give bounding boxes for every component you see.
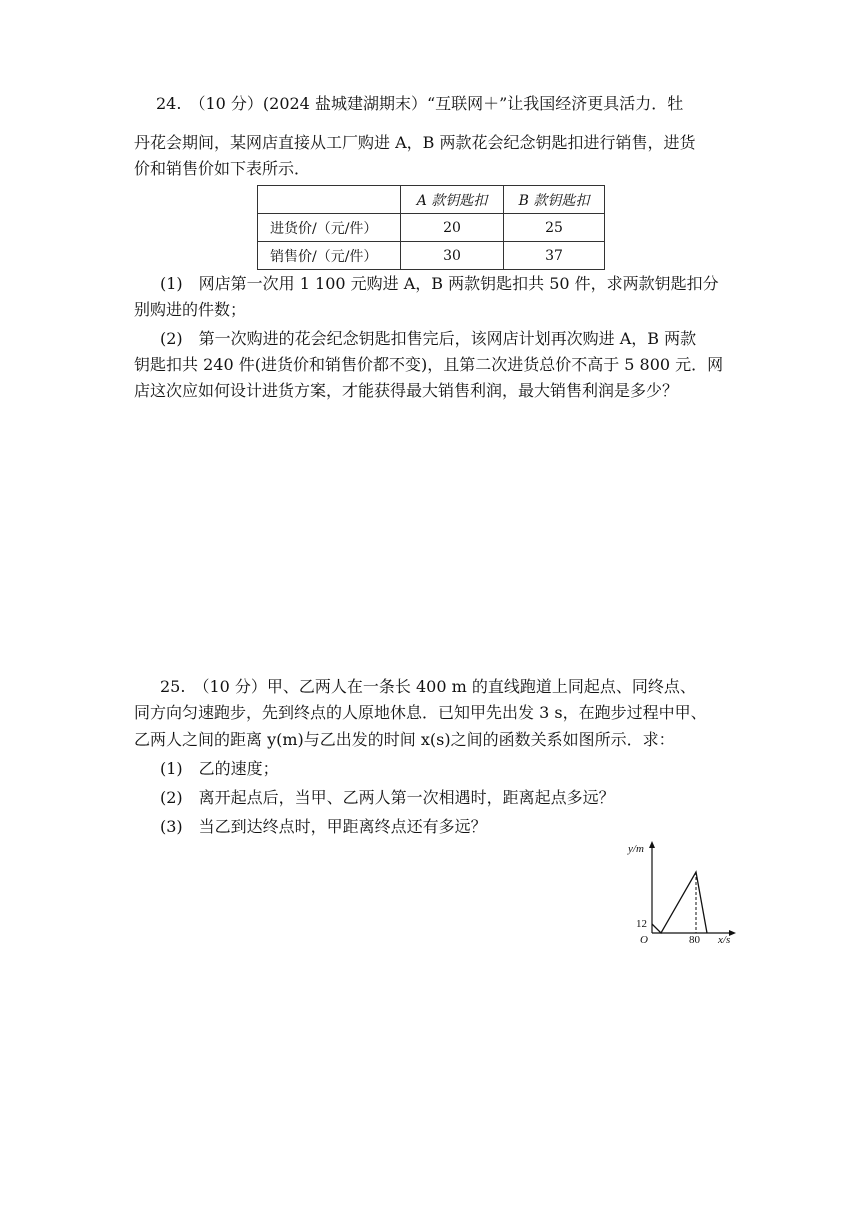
x-axis-label: x/s [718, 934, 731, 946]
q24-part2-line-1: (2) 第一次购进的花会纪念钥匙扣售完后，该网店计划再次购进 A，B 两款 [160, 329, 697, 348]
table-row [258, 242, 605, 270]
q25-part-1: (1) 乙的速度； [160, 759, 279, 778]
table-header-cell: B 款钥匙扣 [504, 186, 605, 214]
q25-part-3: (3) 当乙到达终点时，甲距离终点还有多远？ [160, 817, 487, 836]
q24-part1-line-1: (1) 网店第一次用 1 100 元购进 A，B 两款钥匙扣共 50 件，求两款钥匙扣分 [160, 274, 719, 293]
origin-label: O [640, 934, 648, 946]
table-header-cell [258, 186, 401, 214]
table-cell: 30 [401, 242, 504, 270]
y-axis-arrow [649, 841, 655, 848]
table-cell: 销售价/（元/件） [258, 242, 401, 270]
table-cell: 20 [401, 214, 504, 242]
q24-line-2: 丹花会期间，某网店直接从工厂购进 A，B 两款花会纪念钥匙扣进行销售，进货 [134, 133, 696, 152]
q25-line-2: 同方向匀速跑步，先到终点的人原地休息．已知甲先出发 3 s，在跑步过程中甲、 [134, 703, 707, 722]
table-cell: 37 [504, 242, 605, 270]
table-cell: 进货价/（元/件） [258, 214, 401, 242]
price-table [257, 185, 605, 270]
q24-line-3: 价和销售价如下表所示． [134, 159, 311, 178]
q25-line-3: 乙两人之间的距离 y(m)与乙出发的时间 x(s)之间的函数关系如图所示．求： [134, 730, 675, 749]
distance-time-graph [620, 838, 745, 948]
distance-line [652, 872, 707, 933]
table-row [258, 214, 605, 242]
q25-part-2: (2) 离开起点后，当甲、乙两人第一次相遇时，距离起点多远？ [160, 788, 615, 807]
q24-line-1: 24. （10 分）(2024 盐城建湖期末）“互联网＋”让我国经济更具活力．牡 [156, 94, 684, 113]
table-header-cell: A 款钥匙扣 [401, 186, 504, 214]
q25-line-1: 25. （10 分）甲、乙两人在一条长 400 m 的直线跑道上同起点、同终点、 [160, 677, 696, 696]
table-header-row [258, 186, 605, 214]
table-cell: 25 [504, 214, 605, 242]
q24-part2-line-2: 钥匙扣共 240 件(进货价和销售价都不变)，且第二次进货总价不高于 5 800 元．网 [134, 355, 724, 374]
x-tick-label: 80 [689, 934, 700, 946]
y-axis-label: y/m [628, 843, 644, 855]
y-tick-label: 12 [636, 918, 647, 930]
q24-part1-line-2: 别购进的件数； [134, 300, 247, 319]
q24-part2-line-3: 店这次应如何设计进货方案，才能获得最大销售利润，最大销售利润是多少？ [134, 381, 679, 400]
